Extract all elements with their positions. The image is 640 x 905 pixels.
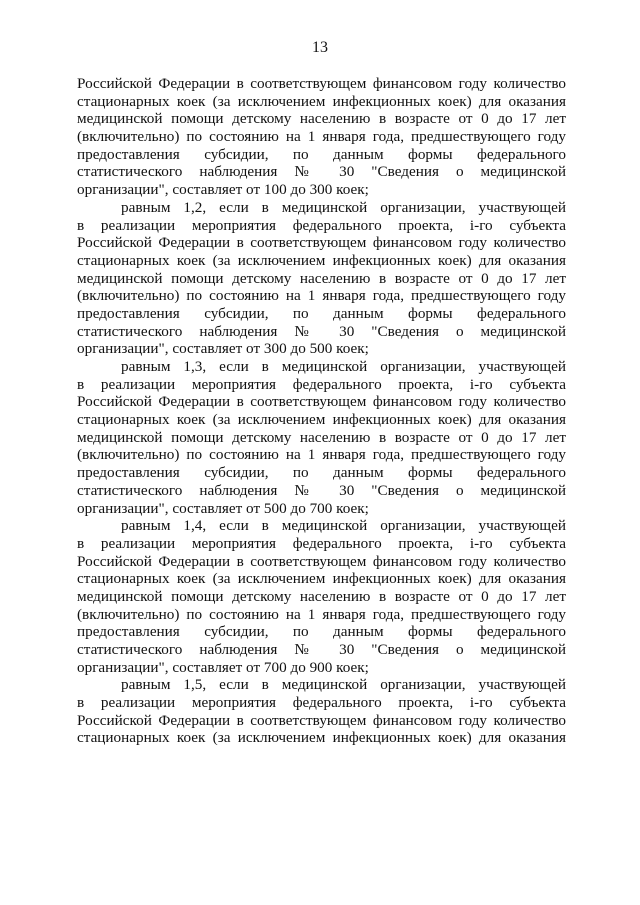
text-line: организации", составляет от 300 до 500 коек; (77, 340, 369, 358)
text-line: статистического наблюдения № 30 "Сведения о медицинской (77, 163, 566, 181)
paragraph-first-line: равным 1,2, если в медицинской организации, участвующей (121, 198, 566, 216)
text-line: предоставления субсидии, по данным формы федерального (77, 145, 566, 163)
text-line: статистического наблюдения № 30 "Сведения о медицинской (77, 481, 566, 499)
paragraph-first-line: равным 1,3, если в медицинской организации, участвующей (121, 358, 566, 375)
text-line: организации", составляет от 100 до 300 коек; (77, 181, 369, 199)
text-line: Российской Федерации в соответствующем финансовом году количество (77, 393, 566, 411)
text-line: статистического наблюдения № 30 "Сведения о медицинской (77, 322, 566, 340)
text-line: медицинской помощи детскому населению в возрасте от 0 до 17 лет (77, 269, 566, 287)
text-line: организации", составляет от 500 до 700 коек; (77, 499, 369, 517)
text-line: в реализации мероприятия федерального проекта, i-го субъекта (77, 375, 566, 393)
text-line: в реализации мероприятия федерального проекта, i-го субъекта (77, 534, 566, 552)
text-line: Российской Федерации в соответствующем финансовом году количество (77, 711, 566, 729)
text-line: Российской Федерации в соответствующем финансовом году количество (77, 75, 566, 92)
text-line: предоставления субсидии, по данным формы федерального (77, 464, 566, 482)
text-line: предоставления субсидии, по данным формы федерального (77, 304, 566, 322)
text-line: стационарных коек (за исключением инфекционных коек) для оказания (77, 570, 566, 588)
text-line: медицинской помощи детскому населению в возрасте от 0 до 17 лет (77, 110, 566, 128)
text-line: (включительно) по состоянию на 1 января года, предшествующего году (77, 128, 566, 146)
text-line: Российской Федерации в соответствующем финансовом году количество (77, 552, 566, 570)
text-line: (включительно) по состоянию на 1 января года, предшествующего году (77, 605, 566, 623)
text-line: (включительно) по состоянию на 1 января года, предшествующего году (77, 287, 566, 305)
text-line: статистического наблюдения № 30 "Сведения о медицинской (77, 641, 566, 658)
text-line: Российской Федерации в соответствующем финансовом году количество (77, 234, 566, 252)
page-number: 13 (312, 39, 328, 56)
text-line: предоставления субсидии, по данным формы федерального (77, 623, 566, 641)
text-line: организации", составляет от 700 до 900 коек; (77, 658, 369, 676)
document-body (77, 75, 566, 747)
paragraph-first-line: равным 1,4, если в медицинской организации, участвующей (121, 517, 566, 535)
text-line: (включительно) по состоянию на 1 января года, предшествующего году (77, 446, 566, 464)
text-line: в реализации мероприятия федерального проекта, i-го субъекта (77, 216, 566, 234)
text-line: в реализации мероприятия федерального проекта, i-го субъекта (77, 694, 566, 712)
text-line: стационарных коек (за исключением инфекционных коек) для оказания (77, 729, 566, 747)
text-line: стационарных коек (за исключением инфекционных коек) для оказания (77, 92, 566, 110)
text-line: медицинской помощи детскому населению в возрасте от 0 до 17 лет (77, 428, 566, 446)
text-line: стационарных коек (за исключением инфекционных коек) для оказания (77, 411, 566, 429)
text-line: стационарных коек (за исключением инфекционных коек) для оказания (77, 251, 566, 269)
text-line: медицинской помощи детскому населению в возрасте от 0 до 17 лет (77, 587, 566, 605)
paragraph-first-line: равным 1,5, если в медицинской организации, участвующей (121, 676, 566, 694)
